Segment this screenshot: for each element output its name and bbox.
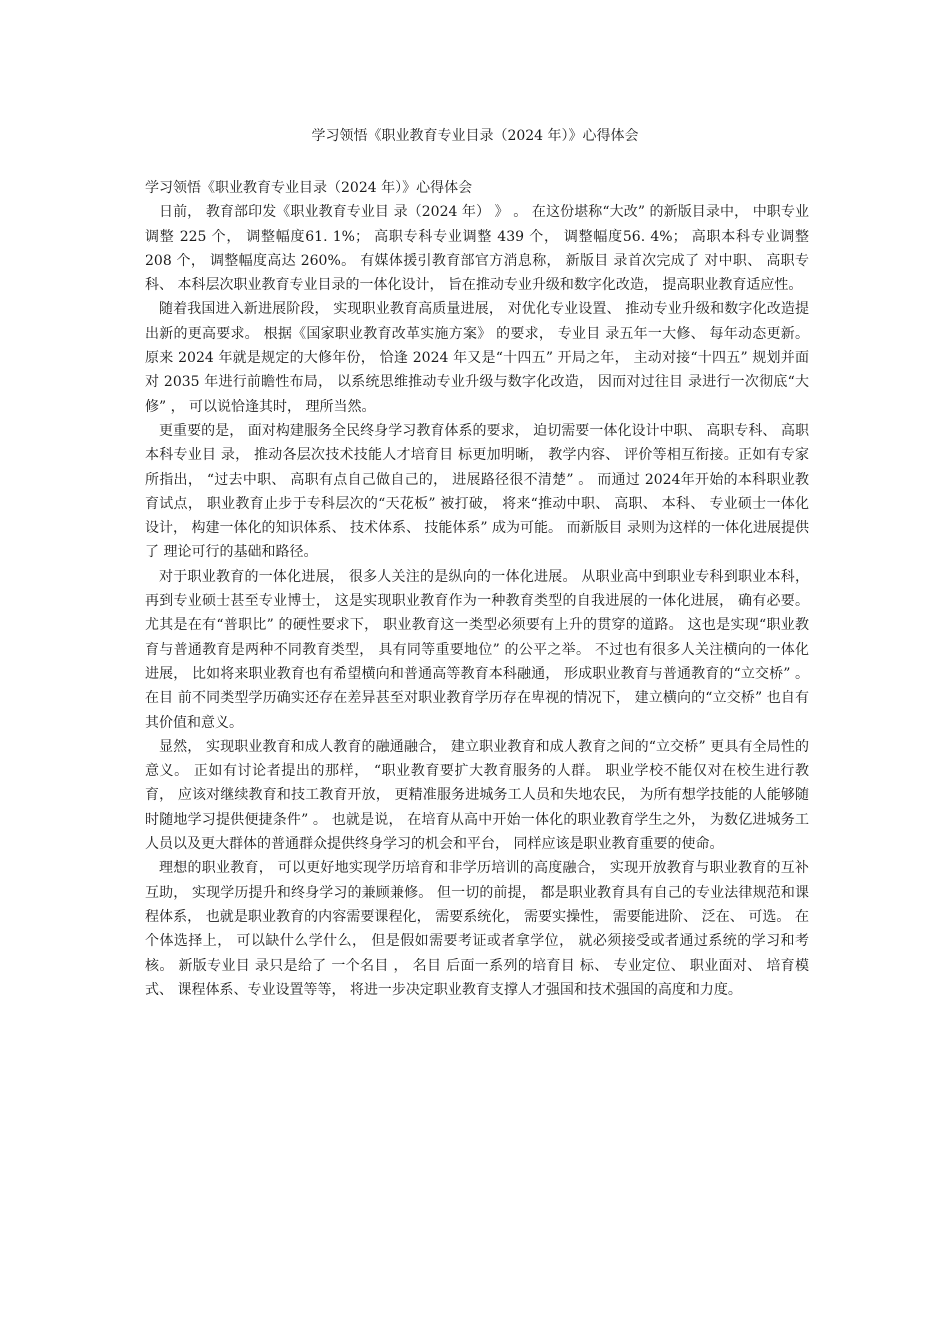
paragraph: 显然， 实现职业教育和成人教育的融通融合， 建立职业教育和成人教育之间的“立交桥” 更具有全局性的意义。 正如有讨论者提出的那样， “职业教育要扩大教育服务的人群。 职业学校不能仅对在校生进行教育， 应该对继续教育和技工教育开放， 更精准服务进城务工人员和失地农民， 为所有想学技能的人能够随时随地学习提供便捷条件” 。 也就是说， 在培育从高中开始一体化的职业教育学生之外， 为数亿进城务工人员以及更大群体的普通群众提供终身学习的机会和平台， 同样应该是职业教育重要的使命。 [145,738,809,853]
paragraph: 对于职业教育的一体化进展， 很多人关注的是纵向的一体化进展。 从职业高中到职业专科到职业本科， 再到专业硕士甚至专业博士， 这是实现职业教育作为一种教育类型的自我进展的一体化进展， 确有必要。 尤其是在有“普职比” 的硬性要求下， 职业教育这一类型必须要有上升的贯穿的道路。 这也是实现“职业教育与普通教育是两种不同教育类型， 具有同等重要地位” 的公平之举。 不过也有很多人关注横向的一体化进展， 比如将来职业教育也有希望横向和普通高等教育本科融通， 形成职业教育与普通教育的“立交桥” 。 在目 前不同类型学历确实还存在差异甚至对职业教育学历存在卑视的情况下， 建立横向的“立交桥” 也自有其价值和意义。 [145,568,809,731]
paragraph: 更重要的是， 面对构建服务全民终身学习教育体系的要求， 迫切需要一体化设计中职、 高职专科、 高职本科专业目 录， 推动各层次技术技能人才培育目 标更加明晰， 教学内容、 评价等相互衔接。正如有专家所指出， “过去中职、 高职有点自己做自己的， 进展路径很不清楚” 。 而通过 2024年开始的本科职业教育试点， 职业教育止步于专科层次的“天花板” 被打破， 将来“推动中职、 高职、 本科、 专业硕士一体化设计， 构建一体化的知识体系、 技术体系、 技能体系” 成为可能。 而新版目 录则为这样的一体化进展提供了 理论可行的基础和路径。 [145,422,809,561]
paragraph: 理想的职业教育， 可以更好地实现学历培育和非学历培训的高度融合， 实现开放教育与职业教育的互补互助， 实现学历提升和终身学习的兼顾兼修。 但一切的前提， 都是职业教育具有自己的专业法律规范和课程体系， 也就是职业教育的内容需要课程化， 需要系统化， 需要实操性， 需要能进阶、 泛在、 可选。 在个体选择上， 可以缺什么学什么， 但是假如需要考证或者拿学位， 就必须接受或者通过系统的学习和考核。 新版专业目 录只是给了 一个名目 ， 名目 后面一系列的培育目 标、 专业定位、 职业面对、 培育模式、 课程体系、专业设置等等， 将进一步决定职业教育支撑人才强国和技术强国的高度和力度。 [145,860,809,998]
paragraph: 随着我国进入新进展阶段， 实现职业教育高质量进展， 对优化专业设置、 推动专业升级和数字化改造提出新的更高要求。 根据《国家职业教育改革实施方案》 的要求， 专业目 录五年一大修、 每年动态更新。 原来 2024 年就是规定的大修年份， 恰逢 2024 年又是“十四五” 开局之年， 主动对接“十四五” 规划并面对 2035 年进行前瞻性布局， 以系统思维推动专业升级与数字化改造， 因而对过往目 录进行一次彻底“大修” ， 可以说恰逢其时， 理所当然。 [145,301,809,415]
document-body [145,176,809,1002]
document-title: 学习领悟《职业教育专业目录（2024 年）》心得体会 [311,128,639,144]
document-subtitle: 学习领悟《职业教育专业目录（2024 年）》心得体会 [145,180,473,196]
paragraph: 日前， 教育部印发《职业教育专业目 录（2024 年） 》 。 在这份堪称“大改” 的新版目录中， 中职专业调整 225 个， 调整幅度61. 1%； 高职专科专业调整 439 个， 调整幅度56. 4%； 高职本科专业调整 208 个， 调整幅度高达 260%。 有媒体援引教育部官方消息称， 新版目 录首次完成了 对中职、 高职专科、 本科层次职业教育专业目录的一体化设计， 旨在推动专业升级和数字化改造， 提高职业教育适应性。 [145,204,809,294]
